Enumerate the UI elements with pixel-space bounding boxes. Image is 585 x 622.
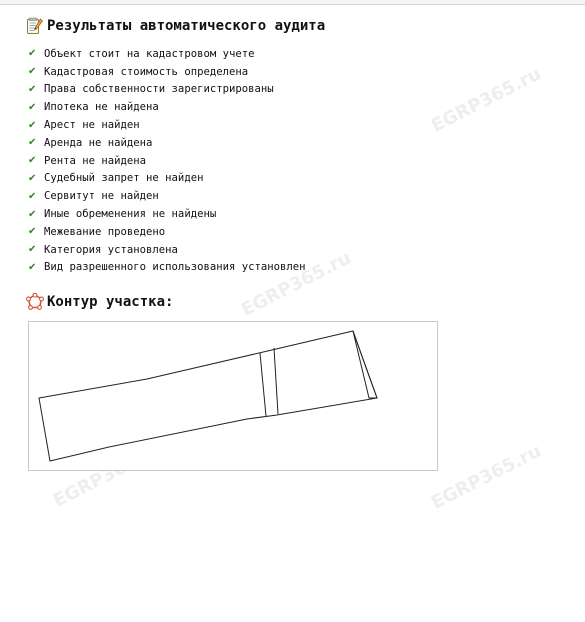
checkmark-icon: ✔ xyxy=(28,137,37,149)
checkmark-icon: ✔ xyxy=(28,101,37,113)
checkmark-icon: ✔ xyxy=(28,66,37,78)
audit-item xyxy=(28,116,306,134)
audit-checklist xyxy=(28,45,306,276)
audit-item-label: Межевание проведено xyxy=(44,225,166,238)
watermark: EGRP365.ru xyxy=(428,440,545,514)
audit-heading xyxy=(26,17,325,35)
audit-item-label: Арест не найден xyxy=(44,119,140,132)
audit-item xyxy=(28,241,306,259)
audit-item-label: Кадастровая стоимость определена xyxy=(44,65,249,78)
checkmark-icon: ✔ xyxy=(28,155,37,167)
audit-item-label: Объект стоит на кадастровом учете xyxy=(44,47,255,60)
checkmark-icon: ✔ xyxy=(28,119,37,131)
audit-item-label: Сервитут не найден xyxy=(44,190,159,203)
checkmark-icon: ✔ xyxy=(28,208,37,220)
audit-item xyxy=(28,170,306,188)
checkmark-icon: ✔ xyxy=(28,83,37,95)
parcel-inner-boundary xyxy=(260,353,266,416)
audit-item xyxy=(28,259,306,277)
audit-item xyxy=(28,187,306,205)
audit-item-label: Аренда не найдена xyxy=(44,136,153,149)
audit-title: Результаты автоматического аудита xyxy=(47,18,326,34)
watermark: EGRP365.ru xyxy=(238,247,355,321)
audit-item-label: Категория установлена xyxy=(44,243,178,256)
audit-item-label: Судебный запрет не найден xyxy=(44,172,204,185)
audit-item xyxy=(28,63,306,81)
parcel-outline xyxy=(39,331,377,461)
checkmark-icon: ✔ xyxy=(28,244,37,256)
polygon-nodes-icon xyxy=(26,293,44,311)
audit-item-label: Вид разрешенного использования установлен xyxy=(44,261,306,274)
audit-item xyxy=(28,223,306,241)
audit-item xyxy=(28,134,306,152)
audit-item-label: Рента не найдена xyxy=(44,154,147,167)
checkmark-icon: ✔ xyxy=(28,261,37,273)
checkmark-icon: ✔ xyxy=(28,190,37,202)
audit-item xyxy=(28,81,306,99)
contour-heading xyxy=(26,293,173,311)
notepad-pencil-icon xyxy=(26,17,44,35)
checkmark-icon: ✔ xyxy=(28,48,37,60)
watermark: EGRP365.ru xyxy=(50,438,167,512)
parcel-contour-drawing xyxy=(29,322,437,470)
audit-item xyxy=(28,98,306,116)
checkmark-icon: ✔ xyxy=(28,172,37,184)
parcel-inner-boundary xyxy=(274,348,278,414)
audit-item-label: Иные обременения не найдены xyxy=(44,208,217,221)
audit-item xyxy=(28,205,306,223)
audit-item xyxy=(28,152,306,170)
parcel-outline-secondary xyxy=(353,331,377,398)
audit-item xyxy=(28,45,306,63)
parcel-contour-frame xyxy=(28,321,438,471)
watermark: EGRP365.ru xyxy=(428,63,545,137)
audit-item-label: Ипотека не найдена xyxy=(44,101,159,114)
top-divider xyxy=(0,0,585,5)
contour-title: Контур участка: xyxy=(47,294,174,310)
checkmark-icon: ✔ xyxy=(28,226,37,238)
audit-item-label: Права собственности зарегистрированы xyxy=(44,83,274,96)
